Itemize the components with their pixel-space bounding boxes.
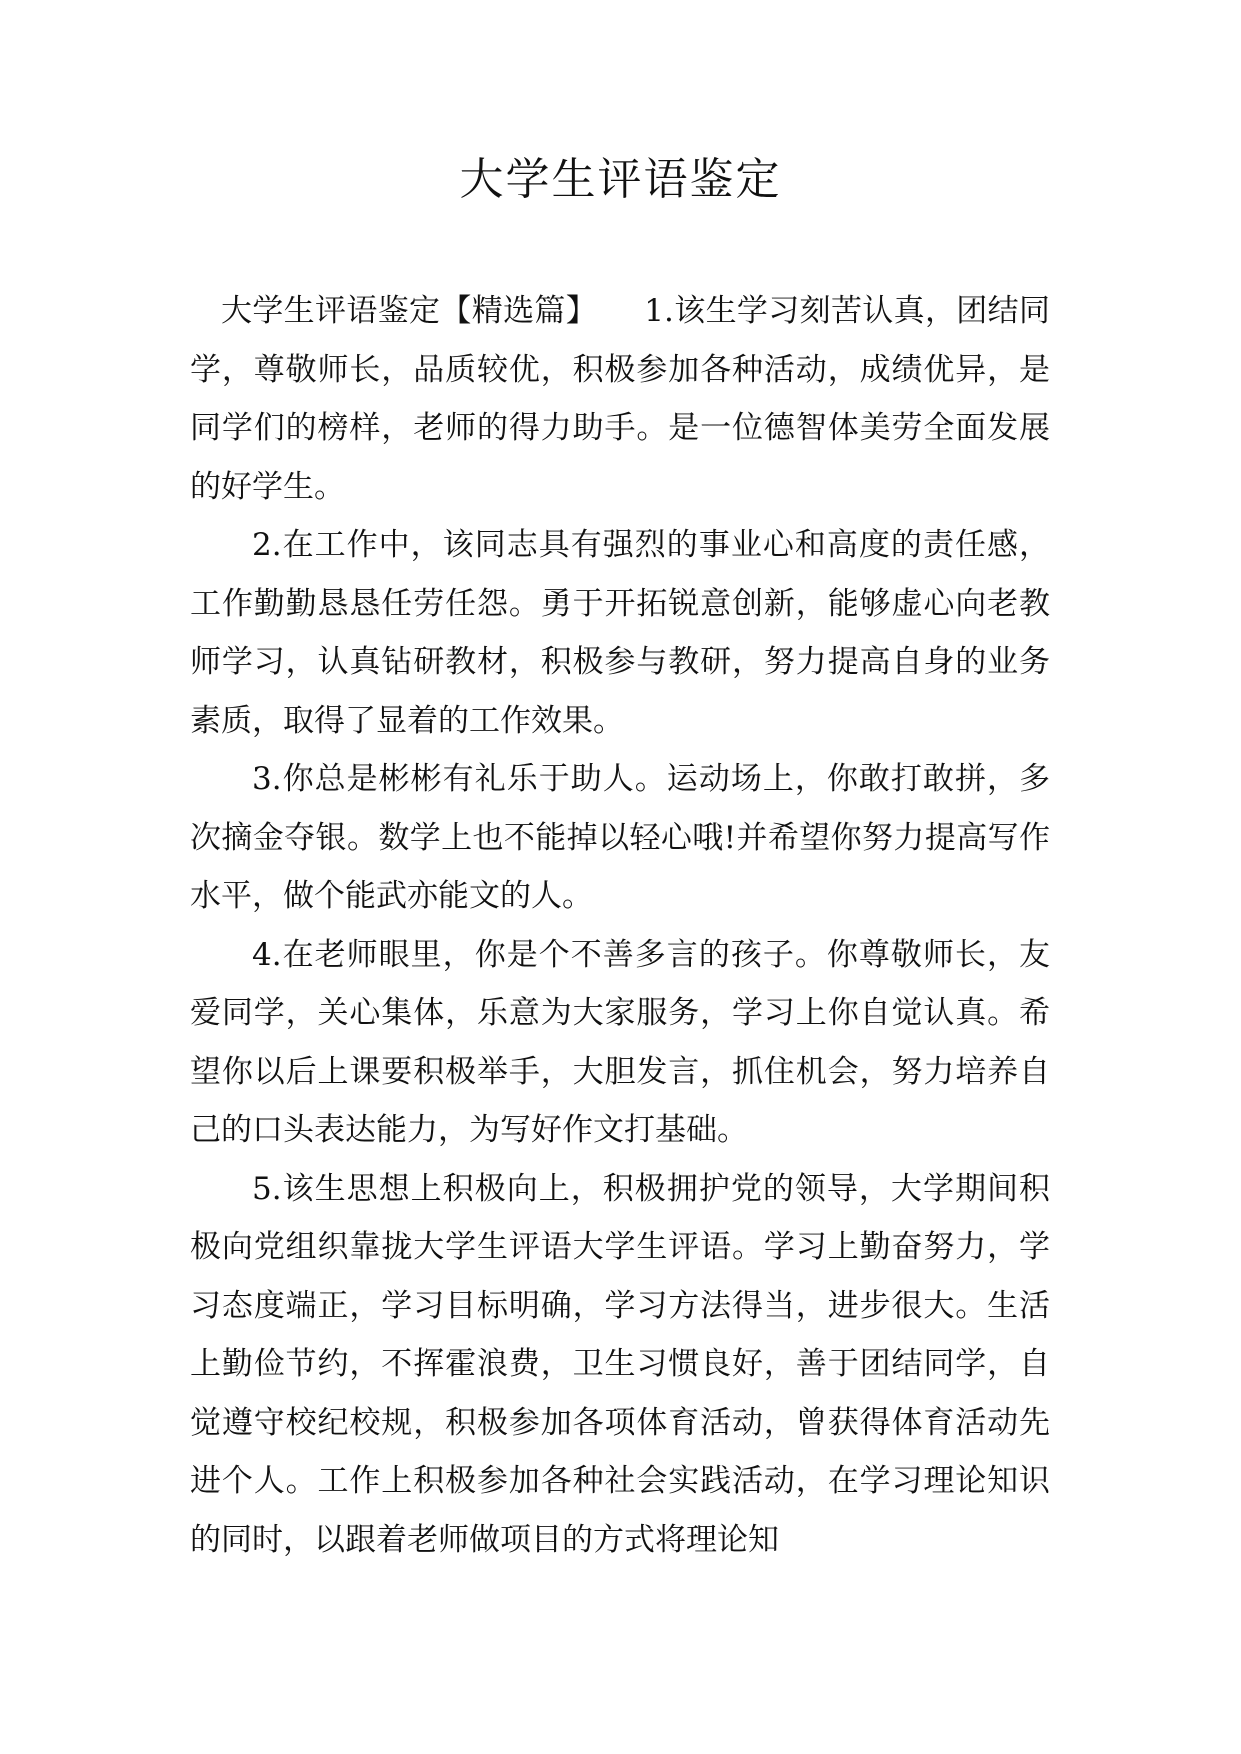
document-body (190, 282, 1050, 1569)
paragraph-1: 大学生评语鉴定【精选篇】 1.该生学习刻苦认真，团结同学，尊敬师长，品质较优，积极参加各种活动，成绩优异，是同学们的榜样，老师的得力助手。是一位德智体美劳全面发展的好学生。 (190, 293, 1050, 505)
paragraph-2: 2.在工作中，该同志具有强烈的事业心和高度的责任感，工作勤勤恳恳任劳任怨。勇于开拓锐意创新，能够虚心向老教师学习，认真钻研教材，积极参与教研，努力提高自身的业务素质，取得了显着的工作效果。 (190, 527, 1050, 739)
paragraph-3: 3.你总是彬彬有礼乐于助人。运动场上，你敢打敢拼，多次摘金夺银。数学上也不能掉以轻心哦!并希望你努力提高写作水平，做个能武亦能文的人。 (190, 761, 1050, 914)
paragraph-4: 4.在老师眼里，你是个不善多言的孩子。你尊敬师长，友爱同学，关心集体，乐意为大家服务，学习上你自觉认真。希望你以后上课要积极举手，大胆发言，抓住机会，努力培养自己的口头表达能力，为写好作文打基础。 (190, 936, 1050, 1148)
document-title: 大学生评语鉴定 (459, 154, 782, 205)
paragraph-5: 5.该生思想上积极向上，积极拥护党的领导，大学期间积极向党组织靠拢大学生评语大学生评语。学习上勤奋努力，学习态度端正，学习目标明确，学习方法得当，进步很大。生活上勤俭节约，不挥霍浪费，卫生习惯良好，善于团结同学，自觉遵守校纪校规，积极参加各项体育活动，曾获得体育活动先进个人。工作上积极参加各种社会实践活动，在学习理论知识的同时，以跟着老师做项目的方式将理论知 (190, 1170, 1050, 1558)
